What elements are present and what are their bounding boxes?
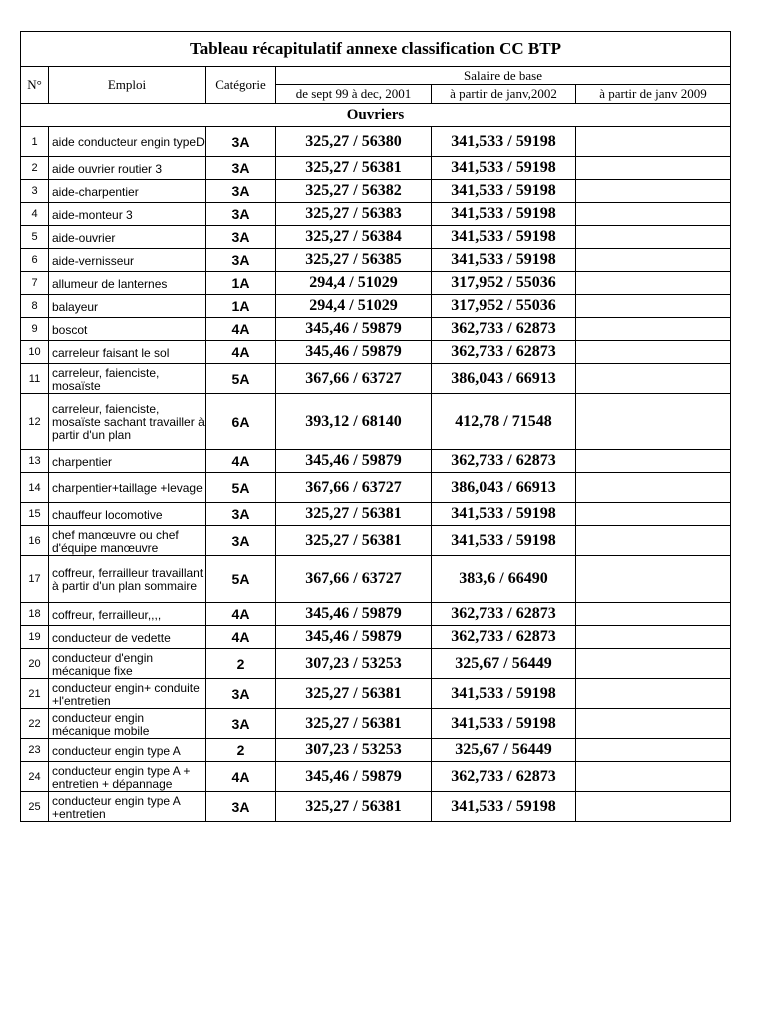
row-categorie: 3A <box>206 526 276 556</box>
row-salaire-2009 <box>576 272 731 295</box>
row-emploi <box>49 157 206 180</box>
row-emploi-text: aide-vernisseur <box>52 253 135 268</box>
row-emploi-text: coffreur, ferrailleur travaillant à partir d'un plan sommaire <box>52 566 204 593</box>
row-categorie: 4A <box>206 341 276 364</box>
row-salaire-2002: 341,533 / 59198 <box>432 157 576 180</box>
row-number: 16 <box>21 526 49 556</box>
row-emploi-text: charpentier+taillage +levage <box>52 481 203 495</box>
row-salaire-1999: 325,27 / 56381 <box>276 526 432 556</box>
table-row <box>21 679 731 709</box>
row-emploi-text: aide-monteur 3 <box>52 207 133 222</box>
header-salaire-de-base: Salaire de base <box>276 67 731 85</box>
row-categorie: 3A <box>206 157 276 180</box>
row-categorie: 4A <box>206 450 276 473</box>
row-number: 6 <box>21 249 49 272</box>
row-categorie: 3A <box>206 226 276 249</box>
row-salaire-1999: 325,27 / 56380 <box>276 127 432 157</box>
row-number: 1 <box>21 127 49 157</box>
row-emploi-text: conducteur engin type A + entretien + dépannage <box>52 763 191 791</box>
row-salaire-2009 <box>576 556 731 603</box>
row-number: 7 <box>21 272 49 295</box>
row-salaire-2009 <box>576 318 731 341</box>
row-salaire-2002: 412,78 / 71548 <box>432 394 576 450</box>
row-salaire-2002: 341,533 / 59198 <box>432 679 576 709</box>
row-emploi-text: aide conducteur engin typeD <box>52 135 205 149</box>
table-row <box>21 526 731 556</box>
row-number: 4 <box>21 203 49 226</box>
row-salaire-1999: 307,23 / 53253 <box>276 649 432 679</box>
table-row <box>21 295 731 318</box>
header-emploi: Emploi <box>49 67 206 104</box>
row-categorie: 3A <box>206 709 276 739</box>
row-emploi <box>49 180 206 203</box>
row-emploi-text: aide ouvrier routier 3 <box>52 161 163 176</box>
table-row <box>21 762 731 792</box>
row-salaire-1999: 367,66 / 63727 <box>276 556 432 603</box>
row-salaire-2009 <box>576 180 731 203</box>
row-salaire-2009 <box>576 526 731 556</box>
row-salaire-2009 <box>576 603 731 626</box>
row-number: 8 <box>21 295 49 318</box>
row-categorie: 4A <box>206 762 276 792</box>
row-emploi <box>49 318 206 341</box>
row-salaire-2009 <box>576 341 731 364</box>
row-emploi <box>49 649 206 679</box>
row-emploi <box>49 249 206 272</box>
row-categorie: 3A <box>206 679 276 709</box>
table-row <box>21 364 731 394</box>
row-categorie: 4A <box>206 318 276 341</box>
row-salaire-2002: 341,533 / 59198 <box>432 792 576 822</box>
row-salaire-1999: 345,46 / 59879 <box>276 341 432 364</box>
header-period-2: à partir de janv,2002 <box>432 85 576 104</box>
table-row <box>21 180 731 203</box>
row-emploi <box>49 394 206 450</box>
row-salaire-2009 <box>576 295 731 318</box>
row-emploi-text: boscot <box>52 322 88 337</box>
header-period-1: de sept 99 à dec, 2001 <box>276 85 432 104</box>
row-number: 22 <box>21 709 49 739</box>
row-number: 3 <box>21 180 49 203</box>
row-emploi-text: conducteur engin+ conduite +l'entretien <box>52 680 200 708</box>
row-salaire-1999: 325,27 / 56383 <box>276 203 432 226</box>
table-row <box>21 203 731 226</box>
section-ouvriers: Ouvriers <box>21 104 731 127</box>
row-categorie: 2 <box>206 649 276 679</box>
row-number: 12 <box>21 394 49 450</box>
row-emploi <box>49 473 206 503</box>
table-row <box>21 503 731 526</box>
row-categorie: 3A <box>206 180 276 203</box>
row-number: 10 <box>21 341 49 364</box>
row-categorie: 4A <box>206 626 276 649</box>
table-title: Tableau récapitulatif annexe classification CC BTP <box>21 32 731 67</box>
row-salaire-2009 <box>576 203 731 226</box>
row-salaire-1999: 393,12 / 68140 <box>276 394 432 450</box>
table-row <box>21 709 731 739</box>
row-salaire-2002: 341,533 / 59198 <box>432 226 576 249</box>
table-row <box>21 603 731 626</box>
row-salaire-2002: 317,952 / 55036 <box>432 295 576 318</box>
row-salaire-2002: 383,6 / 66490 <box>432 556 576 603</box>
header-categorie: Catégorie <box>206 67 276 104</box>
row-salaire-1999: 294,4 / 51029 <box>276 295 432 318</box>
row-emploi <box>49 226 206 249</box>
table-body <box>21 127 731 822</box>
row-emploi-text: conducteur engin mécanique mobile <box>52 710 150 738</box>
row-salaire-2002: 317,952 / 55036 <box>432 272 576 295</box>
row-emploi-text: balayeur <box>52 299 99 314</box>
row-number: 23 <box>21 739 49 762</box>
row-salaire-2002: 386,043 / 66913 <box>432 364 576 394</box>
row-categorie: 3A <box>206 503 276 526</box>
row-emploi <box>49 792 206 822</box>
row-salaire-2009 <box>576 364 731 394</box>
row-salaire-1999: 325,27 / 56385 <box>276 249 432 272</box>
row-number: 2 <box>21 157 49 180</box>
row-number: 17 <box>21 556 49 603</box>
row-number: 14 <box>21 473 49 503</box>
row-emploi-text: carreleur, faienciste, mosaïste sachant travailler à partir d'un plan <box>52 402 205 442</box>
row-salaire-2009 <box>576 739 731 762</box>
row-categorie: 2 <box>206 739 276 762</box>
row-salaire-1999: 345,46 / 59879 <box>276 450 432 473</box>
row-salaire-2002: 362,733 / 62873 <box>432 626 576 649</box>
row-salaire-1999: 345,46 / 59879 <box>276 626 432 649</box>
row-salaire-2009 <box>576 226 731 249</box>
row-number: 9 <box>21 318 49 341</box>
row-categorie: 5A <box>206 364 276 394</box>
row-emploi-text: aide-charpentier <box>52 184 139 199</box>
row-salaire-1999: 325,27 / 56381 <box>276 157 432 180</box>
row-salaire-2009 <box>576 762 731 792</box>
row-salaire-2002: 362,733 / 62873 <box>432 762 576 792</box>
table-row <box>21 556 731 603</box>
row-emploi-text: chauffeur locomotive <box>52 507 163 522</box>
row-salaire-2009 <box>576 792 731 822</box>
row-salaire-1999: 325,27 / 56382 <box>276 180 432 203</box>
row-salaire-2002: 362,733 / 62873 <box>432 318 576 341</box>
row-number: 11 <box>21 364 49 394</box>
row-salaire-1999: 367,66 / 63727 <box>276 364 432 394</box>
row-salaire-1999: 345,46 / 59879 <box>276 762 432 792</box>
row-emploi-text: chef manœuvre ou chef d'équipe manœuvre <box>52 527 179 555</box>
row-salaire-1999: 325,27 / 56381 <box>276 503 432 526</box>
row-categorie: 3A <box>206 249 276 272</box>
row-salaire-2009 <box>576 127 731 157</box>
row-salaire-2002: 362,733 / 62873 <box>432 603 576 626</box>
row-emploi-text: charpentier <box>52 454 113 469</box>
row-salaire-1999: 325,27 / 56381 <box>276 792 432 822</box>
row-emploi-text: conducteur d'engin mécanique fixe <box>52 650 154 678</box>
row-salaire-2009 <box>576 626 731 649</box>
table-row <box>21 649 731 679</box>
row-emploi <box>49 127 206 157</box>
row-categorie: 5A <box>206 556 276 603</box>
row-emploi-text: carreleur faisant le sol <box>52 345 170 360</box>
row-emploi <box>49 341 206 364</box>
table-row <box>21 341 731 364</box>
row-salaire-2009 <box>576 394 731 450</box>
row-salaire-1999: 367,66 / 63727 <box>276 473 432 503</box>
row-number: 21 <box>21 679 49 709</box>
row-emploi <box>49 526 206 556</box>
row-salaire-2002: 341,533 / 59198 <box>432 180 576 203</box>
row-salaire-2009 <box>576 473 731 503</box>
row-emploi <box>49 679 206 709</box>
row-emploi <box>49 364 206 394</box>
table-row <box>21 226 731 249</box>
row-categorie: 3A <box>206 792 276 822</box>
table-row <box>21 249 731 272</box>
row-number: 19 <box>21 626 49 649</box>
row-number: 15 <box>21 503 49 526</box>
row-categorie: 6A <box>206 394 276 450</box>
row-salaire-1999: 294,4 / 51029 <box>276 272 432 295</box>
table-row <box>21 272 731 295</box>
row-emploi <box>49 503 206 526</box>
row-emploi <box>49 603 206 626</box>
row-salaire-1999: 345,46 / 59879 <box>276 603 432 626</box>
row-emploi-text: conducteur engin type A <box>52 743 181 758</box>
row-salaire-2002: 325,67 / 56449 <box>432 739 576 762</box>
row-emploi-text: conducteur de vedette <box>52 630 171 645</box>
row-number: 25 <box>21 792 49 822</box>
row-emploi <box>49 739 206 762</box>
table-row <box>21 127 731 157</box>
row-categorie: 1A <box>206 295 276 318</box>
table-row <box>21 473 731 503</box>
row-emploi <box>49 295 206 318</box>
row-emploi <box>49 203 206 226</box>
row-salaire-2002: 362,733 / 62873 <box>432 450 576 473</box>
row-categorie: 1A <box>206 272 276 295</box>
row-salaire-2002: 341,533 / 59198 <box>432 249 576 272</box>
table-row <box>21 394 731 450</box>
row-emploi <box>49 556 206 603</box>
row-salaire-2002: 341,533 / 59198 <box>432 127 576 157</box>
row-salaire-1999: 325,27 / 56381 <box>276 709 432 739</box>
row-salaire-2009 <box>576 679 731 709</box>
row-emploi <box>49 272 206 295</box>
row-emploi-text: aide-ouvrier <box>52 230 116 245</box>
row-salaire-2002: 341,533 / 59198 <box>432 203 576 226</box>
row-salaire-2009 <box>576 503 731 526</box>
row-number: 24 <box>21 762 49 792</box>
row-number: 18 <box>21 603 49 626</box>
row-number: 20 <box>21 649 49 679</box>
row-categorie: 5A <box>206 473 276 503</box>
row-salaire-2009 <box>576 649 731 679</box>
row-emploi-text: carreleur, faienciste, mosaïste <box>52 365 160 393</box>
header-period-3: à partir de janv 2009 <box>576 85 731 104</box>
row-emploi <box>49 626 206 649</box>
row-salaire-2002: 341,533 / 59198 <box>432 503 576 526</box>
row-emploi <box>49 762 206 792</box>
table-row <box>21 739 731 762</box>
row-emploi <box>49 709 206 739</box>
row-salaire-1999: 325,27 / 56381 <box>276 679 432 709</box>
row-categorie: 3A <box>206 203 276 226</box>
row-emploi <box>49 450 206 473</box>
row-emploi-text: coffreur, ferrailleur,,,, <box>52 607 162 622</box>
row-salaire-2009 <box>576 450 731 473</box>
table-row <box>21 157 731 180</box>
header-num: N° <box>21 67 49 104</box>
row-categorie: 4A <box>206 603 276 626</box>
row-salaire-2009 <box>576 157 731 180</box>
row-number: 5 <box>21 226 49 249</box>
table-row <box>21 450 731 473</box>
row-categorie: 3A <box>206 127 276 157</box>
row-salaire-2002: 386,043 / 66913 <box>432 473 576 503</box>
row-salaire-2009 <box>576 249 731 272</box>
table-row <box>21 792 731 822</box>
row-emploi-text: conducteur engin type A +entretien <box>52 793 181 821</box>
row-salaire-1999: 325,27 / 56384 <box>276 226 432 249</box>
table-row <box>21 626 731 649</box>
row-emploi-text: allumeur de lanternes <box>52 276 168 291</box>
row-salaire-2002: 341,533 / 59198 <box>432 709 576 739</box>
row-number: 13 <box>21 450 49 473</box>
row-salaire-2002: 325,67 / 56449 <box>432 649 576 679</box>
table-row <box>21 318 731 341</box>
row-salaire-2009 <box>576 709 731 739</box>
row-salaire-2002: 341,533 / 59198 <box>432 526 576 556</box>
row-salaire-1999: 307,23 / 53253 <box>276 739 432 762</box>
classification-table <box>20 31 731 822</box>
row-salaire-1999: 345,46 / 59879 <box>276 318 432 341</box>
row-salaire-2002: 362,733 / 62873 <box>432 341 576 364</box>
